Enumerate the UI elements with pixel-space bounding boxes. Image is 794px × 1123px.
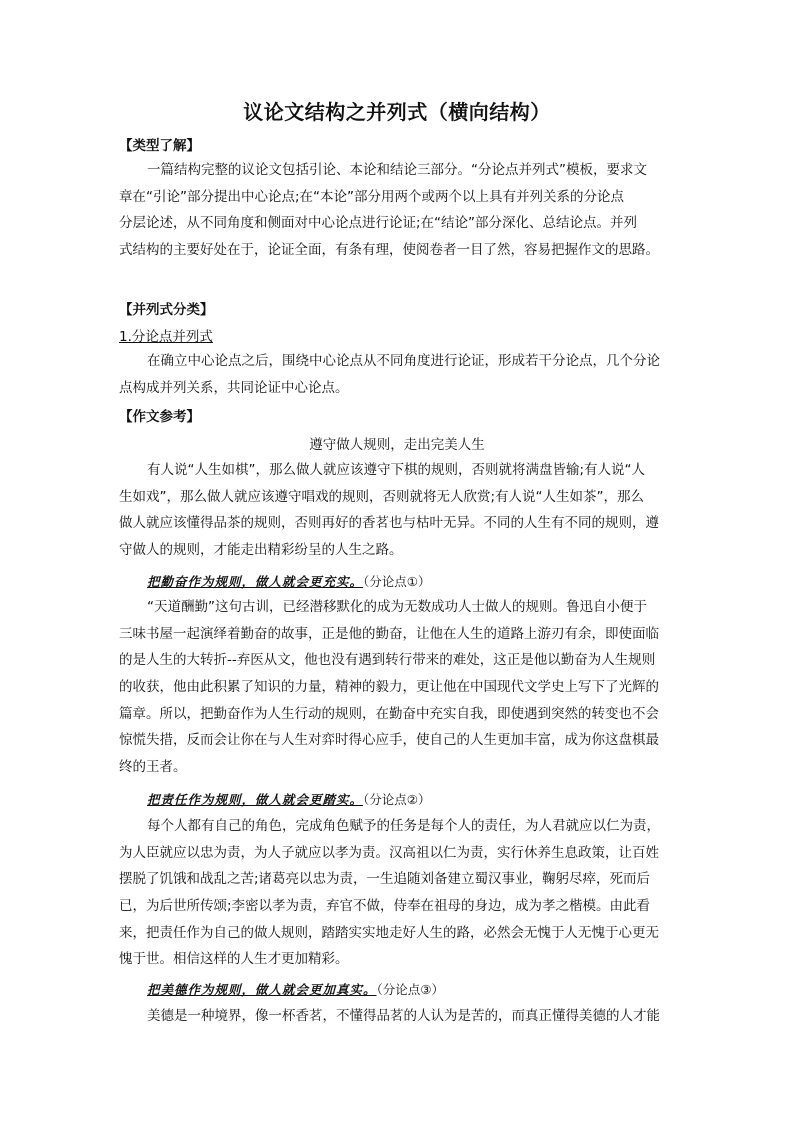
paragraph-line: 惊慌失措，反而会让你在与人生对弈时得心应手，使自己的人生更加丰富，成为你这盘棋最 (119, 732, 659, 749)
sub-argument-2 (147, 790, 430, 810)
paragraph-line: 式结构的主要好处在于，论证全面，有条有理，使阅卷者一目了然，容易把握作文的思路。 (119, 242, 659, 259)
paragraph-line: 的收获，他由此积累了知识的力量，精神的毅力，更让他在中国现代文学史上写下了光辉的 (119, 679, 659, 696)
subsection-paragraph (119, 348, 675, 401)
paragraph-line: 有人说“人生如棋”，那么做人就应该遵守下棋的规则，否则就将满盘皆输;有人说“人 (147, 462, 646, 478)
essay-paragraph-1 (119, 594, 675, 781)
sub-argument-text: 把勤奋作为规则，做人就会更充实。 (147, 574, 364, 589)
paragraph-line: 分层论述，从不同角度和侧面对中心论点进行论证;在“结论”部分深化、总结论点。并列 (119, 215, 638, 232)
document-title: 议论文结构之并列式（横向结构） (243, 100, 551, 124)
essay-paragraph-3 (119, 1003, 675, 1030)
paragraph-line: 每个人都有自己的角色，完成角色赋予的任务是每个人的责任，为人君就应以仁为责， (147, 818, 660, 834)
paragraph-line: 摆脱了饥饿和战乱之苦;诸葛亮以忠为责，一生追随刘备建立蜀汉事业，鞠躬尽瘁，死而后 (119, 871, 651, 888)
paragraph-line: 的是人生的大转折--弃医从文，他也没有遇到转行带来的难处，这正是他以勤奋为人生规则 (119, 652, 656, 669)
paragraph-line: 终的王者。 (119, 759, 187, 776)
paragraph-line: 来，把责任作为自己的做人规则，踏踏实实地走好人生的路，必然会无愧于人无愧于心更无 (119, 924, 659, 941)
essay-intro-paragraph (119, 457, 675, 564)
essay-paragraph-2 (119, 813, 675, 973)
paragraph-line: 在确立中心论点之后，围绕中心论点从不同角度进行论证，形成若干分论点，几个分论 (147, 353, 660, 369)
paragraph-line: 篇章。所以，把勤奋作为人生行动的规则，在勤奋中充实自我，即使遇到突然的转变也不会 (119, 705, 659, 722)
sub-argument-text: 把责任作为规则，做人就会更踏实。 (147, 792, 364, 807)
section-heading-classification: 【并列式分类】 (119, 302, 214, 318)
paragraph-line: “天道酬勤”这句古训，已经潜移默化的成为无数成功人士做人的规则。鲁迅自小便于 (147, 599, 647, 615)
sub-argument-tag: （分论点③） (376, 982, 444, 997)
paragraph-line: 守做人的规则，才能走出精彩纷呈的人生之路。 (119, 542, 403, 559)
subsection-title: 1.分论点并列式 (119, 329, 213, 345)
paragraph-line: 已，为后世所传颂;李密以孝为责，弃官不做，侍奉在祖母的身边，成为孝之楷模。由此看 (119, 898, 651, 915)
paragraph-line: 为人臣就应以忠为责，为人子就应以孝为责。汉高祖以仁为责，实行休养生息政策，让百姓 (119, 844, 659, 861)
paragraph-line: 一篇结构完整的议论文包括引论、本论和结论三部分。“分论点并列式”模板，要求文 (147, 162, 647, 178)
sub-argument-tag: （分论点①） (363, 574, 431, 589)
sub-argument-1 (147, 572, 430, 592)
sub-argument-text: 把美德作为规则，做人就会更加真实。 (147, 982, 377, 997)
section-heading-type: 【类型了解】 (119, 138, 200, 154)
paragraph-line: 生如戏”，那么做人就应该遵守唱戏的规则，否则就将无人欣赏;有人说“人生如茶”，那么 (119, 488, 645, 505)
paragraph-line: 三味书屋一起演绎着勤奋的故事，正是他的勤奋，让他在人生的道路上游刃有余，即使面临 (119, 625, 659, 642)
paragraph-line: 愧于世。相信这样的人生才更加精彩。 (119, 951, 349, 968)
paragraph-line: 美德是一种境界，像一杯香茗，不懂得品茗的人认为是苦的，而真正懂得美德的人才能 (147, 1008, 660, 1024)
sub-argument-3 (147, 980, 444, 1000)
paragraph-line: 点构成并列关系，共同论证中心论点。 (119, 379, 349, 396)
section-type-paragraph (119, 157, 675, 264)
paragraph-line: 做人就应该懂得品茶的规则，否则再好的香茗也与枯叶无异。不同的人生有不同的规则，遵 (119, 515, 659, 532)
essay-title: 遵守做人规则，走出完美人生 (309, 437, 485, 453)
section-heading-reference: 【作文参考】 (119, 409, 200, 425)
paragraph-line: 章在“引论”部分提出中心论点;在“本论”部分用两个或两个以上具有并列关系的分论点 (119, 188, 625, 205)
sub-argument-tag: （分论点②） (363, 792, 431, 807)
